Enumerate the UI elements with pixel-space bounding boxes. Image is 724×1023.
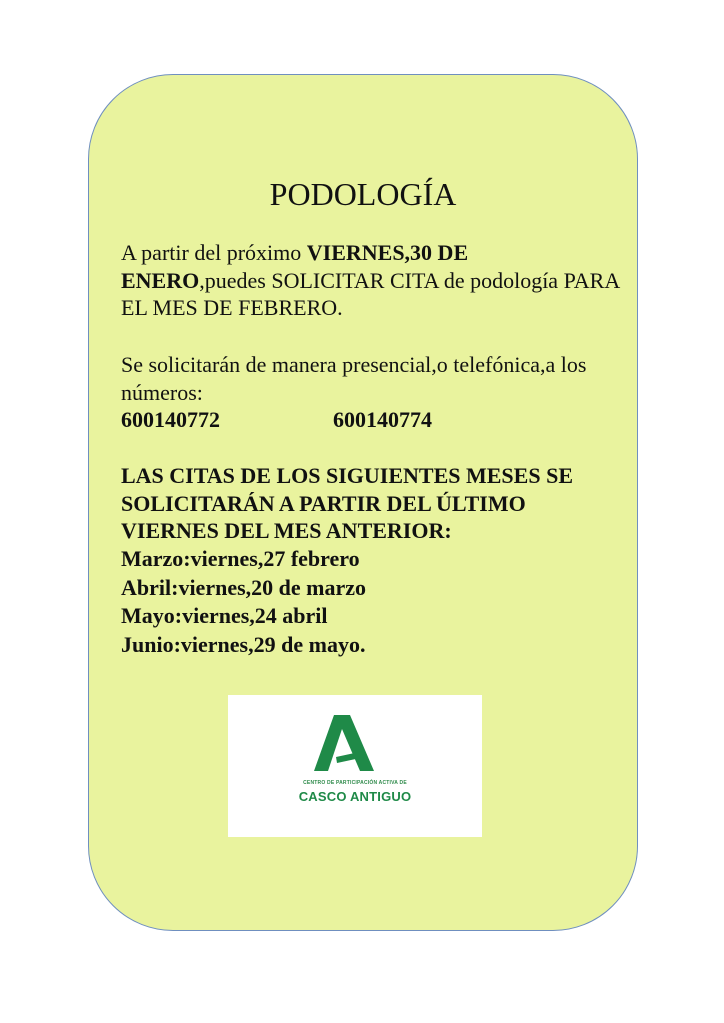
logo-subtitle: CENTRO DE PARTICIPACIÓN ACTIVA DE [303, 780, 407, 786]
page-title: PODOLOGÍA [269, 176, 457, 212]
intro-text-end: ,puedes SOLICITAR CITA de podología PARA EL MES DE FEBRERO. [121, 267, 620, 320]
logo-box [228, 695, 482, 837]
poster-card [88, 74, 638, 931]
phone-number-1: 600140772 [121, 407, 220, 432]
intro-date-bold-1: VIERNES,30 DE [306, 240, 469, 265]
intro-paragraph [121, 239, 621, 322]
contact-paragraph: Se solicitarán de manera presencial,o telefónica,a los números: [121, 352, 587, 405]
schedule-list [121, 545, 621, 659]
phone-numbers [121, 406, 621, 434]
schedule-item: Mayo:viernes,24 abril [121, 603, 328, 629]
notice-paragraph: LAS CITAS DE LOS SIGUIENTES MESES SE SOLICITARÁN A PARTIR DEL ÚLTIMO VIERNES DEL MES ANTERIOR: [121, 463, 573, 543]
intro-date-bold-2: ENERO [121, 267, 200, 293]
schedule-item: Marzo:viernes,27 febrero [121, 546, 360, 571]
schedule-item: Abril:viernes,20 de marzo [121, 574, 366, 600]
intro-text-start: A partir del próximo [121, 240, 307, 265]
phone-number-2: 600140774 [333, 407, 432, 432]
schedule-item: Junio:viernes,29 de mayo. [121, 631, 366, 657]
junta-andalucia-a-icon [312, 713, 376, 775]
logo-name: CASCO ANTIGUO [298, 789, 412, 804]
